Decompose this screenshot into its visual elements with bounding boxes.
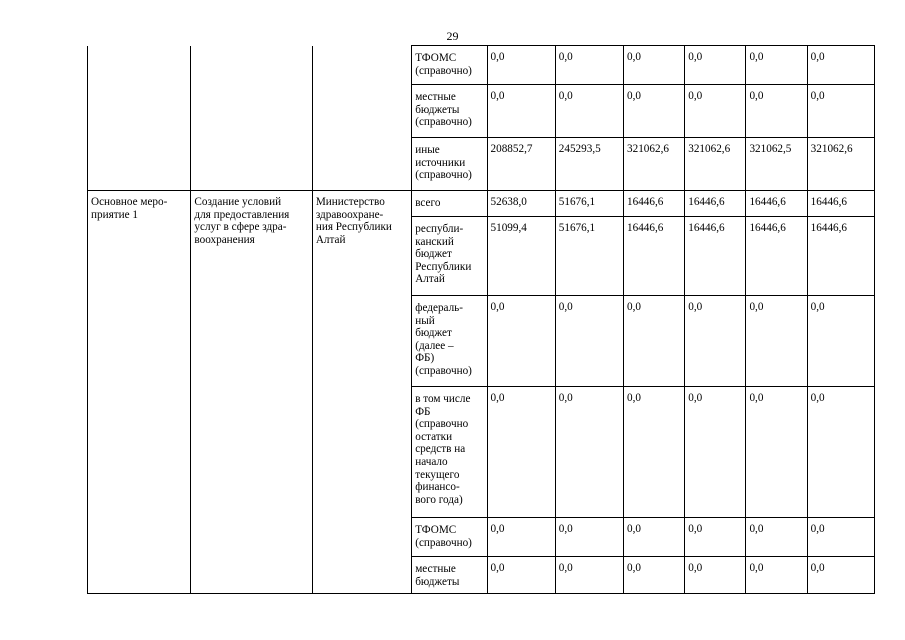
source-cell: ТФОМС (справочно)	[412, 518, 487, 557]
name-cell-continued	[191, 46, 312, 191]
source-cell: ТФОМС (справочно)	[412, 46, 487, 85]
source-cell: республи- канский бюджет Республики Алтай	[412, 217, 487, 296]
value-cell: 245293,5	[555, 138, 623, 191]
budget-table	[87, 45, 875, 594]
value-cell: 0,0	[746, 85, 807, 138]
page-number: 29	[446, 29, 459, 43]
value-cell: 52638,0	[487, 191, 555, 217]
value-cell: 16446,6	[746, 191, 807, 217]
value-cell: 0,0	[555, 518, 623, 557]
source-cell: в том числе ФБ (справочно остатки средств на начало текущего финансо- вого года)	[412, 387, 487, 518]
value-cell: 16446,6	[624, 191, 685, 217]
value-cell: 0,0	[487, 46, 555, 85]
value-cell: 0,0	[685, 518, 746, 557]
value-cell: 16446,6	[685, 191, 746, 217]
value-cell: 0,0	[487, 518, 555, 557]
value-cell: 0,0	[624, 46, 685, 85]
source-cell: иные источники (справочно)	[412, 138, 487, 191]
value-cell: 16446,6	[624, 217, 685, 296]
value-cell: 0,0	[685, 296, 746, 387]
value-cell: 0,0	[807, 85, 874, 138]
value-cell: 0,0	[487, 387, 555, 518]
value-cell: 321062,6	[685, 138, 746, 191]
value-cell: 208852,7	[487, 138, 555, 191]
value-cell: 0,0	[746, 296, 807, 387]
value-cell: 0,0	[746, 518, 807, 557]
value-cell: 0,0	[685, 387, 746, 518]
value-cell: 0,0	[624, 518, 685, 557]
table-row	[88, 191, 875, 217]
value-cell: 51676,1	[555, 217, 623, 296]
value-cell: 0,0	[746, 387, 807, 518]
value-cell: 0,0	[487, 296, 555, 387]
value-cell: 0,0	[746, 46, 807, 85]
status-cell-continued	[88, 46, 191, 191]
value-cell: 51676,1	[555, 191, 623, 217]
value-cell: 0,0	[685, 85, 746, 138]
status-cell: Основное меро- приятие 1	[88, 191, 191, 594]
executor-cell-continued	[312, 46, 411, 191]
name-cell: Создание условий для предоставления услуг в сфере здра- воохранения	[191, 191, 312, 594]
value-cell: 0,0	[487, 85, 555, 138]
value-cell: 0,0	[555, 46, 623, 85]
value-cell: 16446,6	[746, 217, 807, 296]
value-cell: 51099,4	[487, 217, 555, 296]
value-cell: 0,0	[555, 85, 623, 138]
value-cell: 0,0	[624, 557, 685, 594]
value-cell: 0,0	[624, 85, 685, 138]
value-cell: 321062,6	[807, 138, 874, 191]
value-cell: 0,0	[807, 387, 874, 518]
value-cell: 321062,6	[624, 138, 685, 191]
value-cell: 16446,6	[807, 191, 874, 217]
value-cell: 0,0	[807, 518, 874, 557]
executor-cell: Министерство здравоохране- ния Республики Алтай	[312, 191, 411, 594]
value-cell: 321062,5	[746, 138, 807, 191]
value-cell: 0,0	[624, 387, 685, 518]
table-row	[88, 46, 875, 85]
value-cell: 0,0	[624, 296, 685, 387]
source-cell: всего	[412, 191, 487, 217]
source-cell: местные бюджеты (справочно)	[412, 85, 487, 138]
value-cell: 16446,6	[807, 217, 874, 296]
value-cell: 0,0	[807, 557, 874, 594]
value-cell: 0,0	[685, 557, 746, 594]
source-cell: местные бюджеты	[412, 557, 487, 594]
value-cell: 0,0	[555, 296, 623, 387]
value-cell: 0,0	[487, 557, 555, 594]
value-cell: 16446,6	[685, 217, 746, 296]
value-cell: 0,0	[807, 46, 874, 85]
value-cell: 0,0	[746, 557, 807, 594]
source-cell: федераль- ный бюджет (далее – ФБ) (справочно)	[412, 296, 487, 387]
value-cell: 0,0	[555, 557, 623, 594]
value-cell: 0,0	[807, 296, 874, 387]
value-cell: 0,0	[555, 387, 623, 518]
value-cell: 0,0	[685, 46, 746, 85]
